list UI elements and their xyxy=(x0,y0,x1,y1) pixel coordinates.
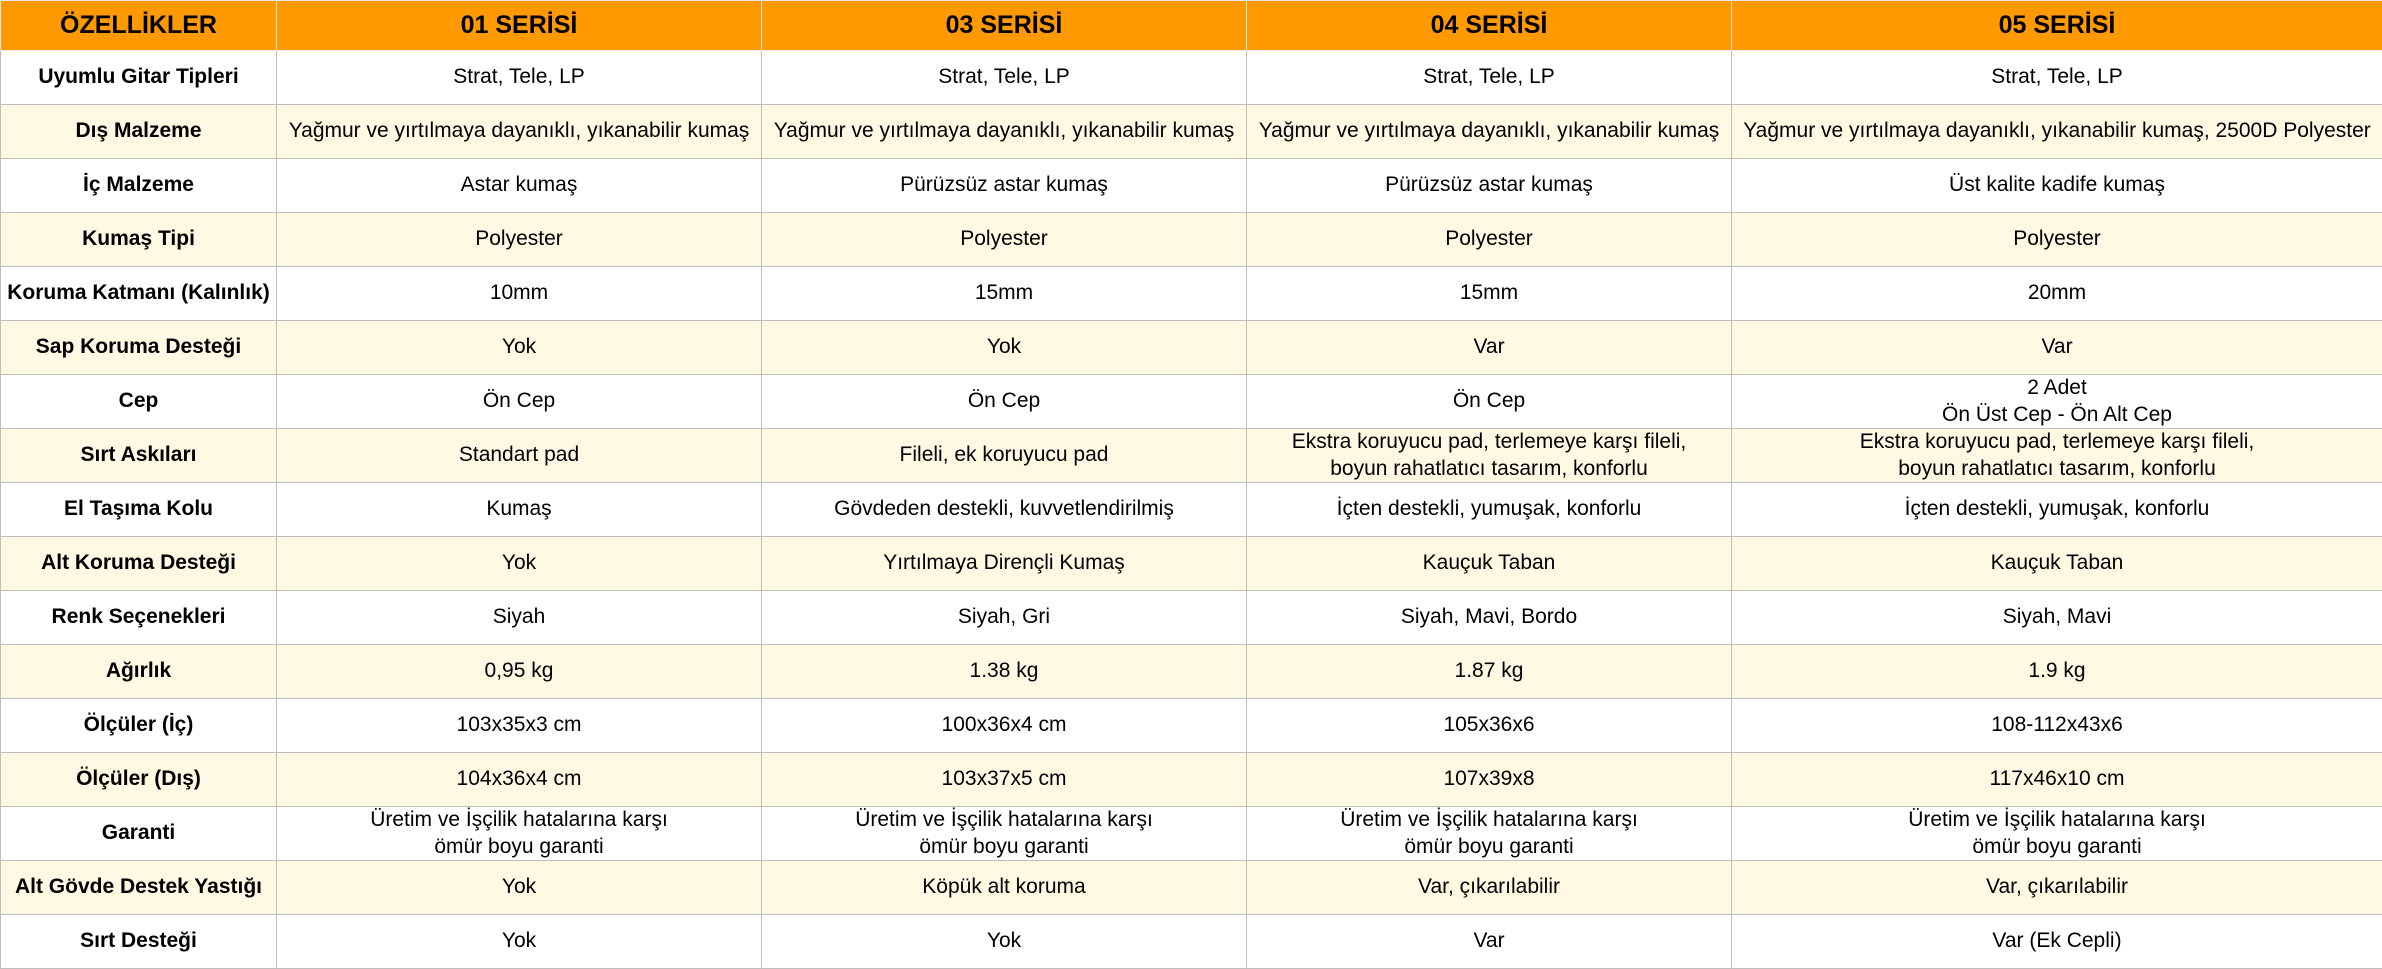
cell-series-04: Polyester xyxy=(1247,213,1732,267)
cell-series-04: Var, çıkarılabilir xyxy=(1247,861,1732,915)
cell-series-04: Var xyxy=(1247,915,1732,969)
cell-series-05: Üst kalite kadife kumaş xyxy=(1732,159,2382,213)
cell-series-04: Ekstra koruyucu pad, terlemeye karşı fileli, boyun rahatlatıcı tasarım, konforlu xyxy=(1247,429,1732,483)
cell-series-05: Var (Ek Cepli) xyxy=(1732,915,2382,969)
feature-label: Uyumlu Gitar Tipleri xyxy=(1,51,277,105)
cell-series-03: Fileli, ek koruyucu pad xyxy=(762,429,1247,483)
cell-series-01: Yok xyxy=(277,321,762,375)
cell-series-01: 0,95 kg xyxy=(277,645,762,699)
cell-series-01: Astar kumaş xyxy=(277,159,762,213)
feature-label: Renk Seçenekleri xyxy=(1,591,277,645)
table-row xyxy=(1,267,2382,321)
cell-series-05: Polyester xyxy=(1732,213,2382,267)
header-series-04: 04 SERİSİ xyxy=(1247,1,1732,51)
cell-series-04: Üretim ve İşçilik hatalarına karşı ömür boyu garanti xyxy=(1247,807,1732,861)
cell-series-03: Ön Cep xyxy=(762,375,1247,429)
cell-series-03: 103x37x5 cm xyxy=(762,753,1247,807)
header-row xyxy=(1,1,2382,51)
cell-series-05: Strat, Tele, LP xyxy=(1732,51,2382,105)
cell-series-03: Strat, Tele, LP xyxy=(762,51,1247,105)
cell-series-05: Kauçuk Taban xyxy=(1732,537,2382,591)
cell-series-01: Strat, Tele, LP xyxy=(277,51,762,105)
cell-series-01: Yok xyxy=(277,915,762,969)
cell-series-03: 15mm xyxy=(762,267,1247,321)
cell-series-04: Siyah, Mavi, Bordo xyxy=(1247,591,1732,645)
cell-series-05: Var xyxy=(1732,321,2382,375)
cell-series-04: İçten destekli, yumuşak, konforlu xyxy=(1247,483,1732,537)
cell-series-05: Üretim ve İşçilik hatalarına karşı ömür boyu garanti xyxy=(1732,807,2382,861)
cell-series-04: 15mm xyxy=(1247,267,1732,321)
feature-label: Alt Gövde Destek Yastığı xyxy=(1,861,277,915)
feature-label: Koruma Katmanı (Kalınlık) xyxy=(1,267,277,321)
feature-label: Ağırlık xyxy=(1,645,277,699)
cell-series-05: 108-112x43x6 xyxy=(1732,699,2382,753)
cell-series-04: 105x36x6 xyxy=(1247,699,1732,753)
table-row xyxy=(1,213,2382,267)
cell-series-03: 1.38 kg xyxy=(762,645,1247,699)
feature-label: Sap Koruma Desteği xyxy=(1,321,277,375)
cell-series-05: 117x46x10 cm xyxy=(1732,753,2382,807)
cell-series-04: Var xyxy=(1247,321,1732,375)
feature-label: Sırt Askıları xyxy=(1,429,277,483)
header-series-03: 03 SERİSİ xyxy=(762,1,1247,51)
cell-series-04: 107x39x8 xyxy=(1247,753,1732,807)
cell-series-01: Siyah xyxy=(277,591,762,645)
header-series-05: 05 SERİSİ xyxy=(1732,1,2382,51)
table-row xyxy=(1,105,2382,159)
cell-series-04: Ön Cep xyxy=(1247,375,1732,429)
cell-series-05: 1.9 kg xyxy=(1732,645,2382,699)
cell-series-05: Ekstra koruyucu pad, terlemeye karşı fileli, boyun rahatlatıcı tasarım, konforlu xyxy=(1732,429,2382,483)
feature-label: Sırt Desteği xyxy=(1,915,277,969)
table-row xyxy=(1,429,2382,483)
cell-series-04: 1.87 kg xyxy=(1247,645,1732,699)
table-row xyxy=(1,753,2382,807)
cell-series-03: Yağmur ve yırtılmaya dayanıklı, yıkanabilir kumaş xyxy=(762,105,1247,159)
header-series-01: 01 SERİSİ xyxy=(277,1,762,51)
cell-series-03: Yok xyxy=(762,321,1247,375)
cell-series-05: Var, çıkarılabilir xyxy=(1732,861,2382,915)
cell-series-04: Kauçuk Taban xyxy=(1247,537,1732,591)
cell-series-01: Polyester xyxy=(277,213,762,267)
feature-label: Cep xyxy=(1,375,277,429)
cell-series-01: Yok xyxy=(277,861,762,915)
cell-series-03: Pürüzsüz astar kumaş xyxy=(762,159,1247,213)
table-row xyxy=(1,159,2382,213)
table-row xyxy=(1,537,2382,591)
cell-series-05: İçten destekli, yumuşak, konforlu xyxy=(1732,483,2382,537)
cell-series-01: Yağmur ve yırtılmaya dayanıklı, yıkanabilir kumaş xyxy=(277,105,762,159)
table-row xyxy=(1,321,2382,375)
cell-series-03: Gövdeden destekli, kuvvetlendirilmiş xyxy=(762,483,1247,537)
cell-series-01: 103x35x3 cm xyxy=(277,699,762,753)
cell-series-03: 100x36x4 cm xyxy=(762,699,1247,753)
cell-series-03: Siyah, Gri xyxy=(762,591,1247,645)
table-row xyxy=(1,807,2382,861)
cell-series-03: Yok xyxy=(762,915,1247,969)
feature-label: Ölçüler (İç) xyxy=(1,699,277,753)
cell-series-01: 10mm xyxy=(277,267,762,321)
cell-series-01: 104x36x4 cm xyxy=(277,753,762,807)
table-row xyxy=(1,375,2382,429)
cell-series-01: Kumaş xyxy=(277,483,762,537)
cell-series-05: 2 Adet Ön Üst Cep - Ön Alt Cep xyxy=(1732,375,2382,429)
table-row xyxy=(1,483,2382,537)
table-row xyxy=(1,699,2382,753)
cell-series-05: Yağmur ve yırtılmaya dayanıklı, yıkanabilir kumaş, 2500D Polyester xyxy=(1732,105,2382,159)
cell-series-05: 20mm xyxy=(1732,267,2382,321)
cell-series-03: Polyester xyxy=(762,213,1247,267)
cell-series-01: Yok xyxy=(277,537,762,591)
feature-label: İç Malzeme xyxy=(1,159,277,213)
feature-label: El Taşıma Kolu xyxy=(1,483,277,537)
cell-series-03: Köpük alt koruma xyxy=(762,861,1247,915)
table-row xyxy=(1,51,2382,105)
feature-label: Ölçüler (Dış) xyxy=(1,753,277,807)
cell-series-01: Ön Cep xyxy=(277,375,762,429)
cell-series-01: Standart pad xyxy=(277,429,762,483)
feature-label: Garanti xyxy=(1,807,277,861)
table-row xyxy=(1,861,2382,915)
feature-label: Dış Malzeme xyxy=(1,105,277,159)
cell-series-04: Strat, Tele, LP xyxy=(1247,51,1732,105)
cell-series-04: Pürüzsüz astar kumaş xyxy=(1247,159,1732,213)
feature-label: Alt Koruma Desteği xyxy=(1,537,277,591)
cell-series-05: Siyah, Mavi xyxy=(1732,591,2382,645)
table-row xyxy=(1,915,2382,969)
cell-series-04: Yağmur ve yırtılmaya dayanıklı, yıkanabilir kumaş xyxy=(1247,105,1732,159)
header-features: ÖZELLİKLER xyxy=(1,1,277,51)
cell-series-03: Üretim ve İşçilik hatalarına karşı ömür boyu garanti xyxy=(762,807,1247,861)
table-row xyxy=(1,591,2382,645)
cell-series-03: Yırtılmaya Dirençli Kumaş xyxy=(762,537,1247,591)
feature-label: Kumaş Tipi xyxy=(1,213,277,267)
table-row xyxy=(1,645,2382,699)
cell-series-01: Üretim ve İşçilik hatalarına karşı ömür boyu garanti xyxy=(277,807,762,861)
